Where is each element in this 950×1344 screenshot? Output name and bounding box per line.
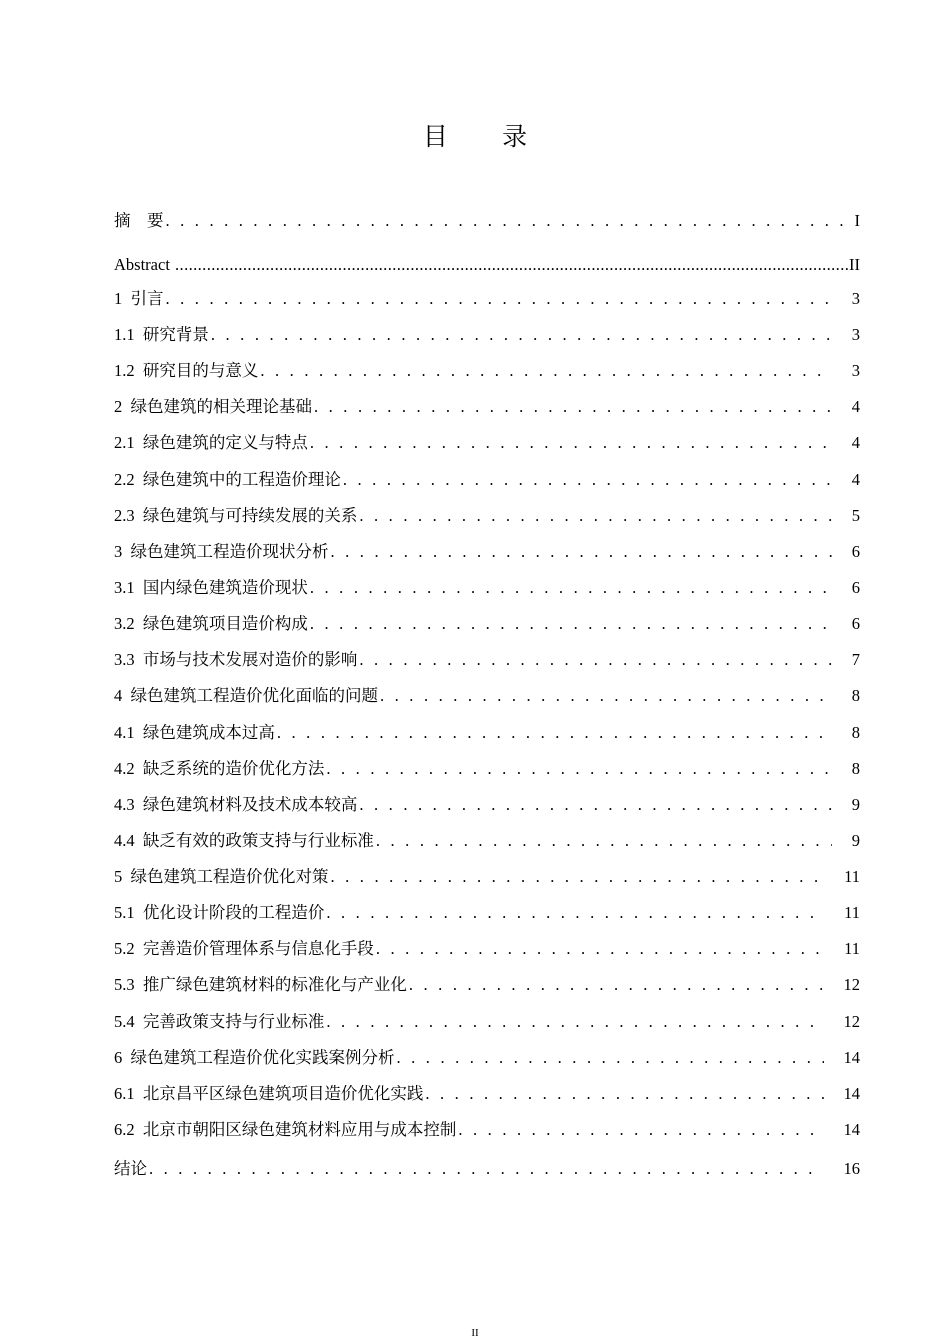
dot-leader <box>376 828 832 854</box>
toc-entry-label: 5.2 完善造价管理体系与信息化手段 <box>114 939 374 958</box>
dot-leader <box>326 1009 824 1035</box>
toc-entry-2-2[interactable] <box>114 467 860 493</box>
toc-entry-page: 16 <box>843 1159 860 1178</box>
toc-entry-page: 8 <box>851 759 860 778</box>
dot-leader <box>359 503 832 529</box>
toc-entry-6-1[interactable] <box>114 1081 860 1107</box>
toc-entry-label: 6.1 北京昌平区绿色建筑项目造价优化实践 <box>114 1084 424 1103</box>
toc-entry-5-3[interactable] <box>114 972 860 998</box>
toc-entry-5-1[interactable] <box>114 900 860 926</box>
page-number: II <box>471 1327 479 1339</box>
toc-entry-4-3[interactable] <box>114 792 860 818</box>
dot-leader <box>149 1156 824 1182</box>
dot-leader <box>425 1081 824 1107</box>
toc-title: 目 录 <box>422 124 552 151</box>
toc-entry-6[interactable] <box>114 1045 860 1071</box>
toc-entry-label: 2.3 绿色建筑与可持续发展的关系 <box>114 506 358 525</box>
dot-leader <box>314 394 832 420</box>
dot-leader <box>458 1117 824 1143</box>
toc-entry-abstract-en[interactable] <box>114 252 860 278</box>
toc-entry-page: 11 <box>844 903 860 922</box>
dot-leader <box>326 900 824 926</box>
dot-leader <box>310 575 832 601</box>
toc-entry-label: 6.2 北京市朝阳区绿色建筑材料应用与成本控制 <box>114 1120 457 1139</box>
toc-entry-conclusion[interactable] <box>114 1156 860 1182</box>
toc-entry-5-4[interactable] <box>114 1009 860 1035</box>
toc-entry-label: 2.2 绿色建筑中的工程造价理论 <box>114 470 341 489</box>
toc-entry-5[interactable] <box>114 864 860 890</box>
dot-leader <box>343 467 832 493</box>
toc-entry-4-2[interactable] <box>114 756 860 782</box>
toc-entry-page: 7 <box>851 650 860 669</box>
toc-entry-2[interactable] <box>114 394 860 420</box>
dot-leader <box>310 430 832 456</box>
toc-entry-label: 4.3 绿色建筑材料及技术成本较高 <box>114 795 358 814</box>
toc-entry-4-1[interactable] <box>114 720 860 746</box>
toc-entry-3-2[interactable] <box>114 611 860 637</box>
toc-entry-page: 8 <box>851 723 860 742</box>
dot-leader <box>326 756 832 782</box>
toc-entry-2-3[interactable] <box>114 503 860 529</box>
toc-entry-page: 5 <box>851 506 860 525</box>
toc-entry-page: 12 <box>843 975 860 994</box>
toc-entry-3-1[interactable] <box>114 575 860 601</box>
toc-entry-label: Abstract <box>114 255 175 274</box>
toc-entry-label: 6 绿色建筑工程造价优化实践案例分析 <box>114 1048 395 1067</box>
toc-entry-label: 5.4 完善政策支持与行业标准 <box>114 1012 325 1031</box>
dot-leader <box>310 611 832 637</box>
toc-entry-1-1[interactable] <box>114 322 860 348</box>
toc-entry-label: 5 绿色建筑工程造价优化对策 <box>114 867 329 886</box>
dot-leader <box>397 1045 825 1071</box>
toc-entry-label: 4 绿色建筑工程造价优化面临的问题 <box>114 686 378 705</box>
toc-entry-label: 3.1 国内绿色建筑造价现状 <box>114 578 308 597</box>
toc-entry-page: I <box>854 211 860 230</box>
dot-leader <box>277 720 832 746</box>
dot-leader <box>260 358 832 384</box>
toc-entry-page: 9 <box>851 795 860 814</box>
dot-leader <box>175 252 848 278</box>
toc-entry-page: 3 <box>851 361 860 380</box>
toc-entry-3-3[interactable] <box>114 647 860 673</box>
toc-entry-page: 6 <box>851 614 860 633</box>
toc-entry-page: 11 <box>844 867 860 886</box>
dot-leader <box>331 864 825 890</box>
toc-entry-label: 5.1 优化设计阶段的工程造价 <box>114 903 325 922</box>
dot-leader <box>166 208 853 234</box>
toc-entry-label: 1.1 研究背景 <box>114 325 209 344</box>
toc-entry-label: 2 绿色建筑的相关理论基础 <box>114 397 312 416</box>
dot-leader <box>376 936 824 962</box>
dot-leader <box>331 539 833 565</box>
toc-entry-page: 14 <box>843 1048 860 1067</box>
toc-entry-page: 4 <box>851 433 860 452</box>
toc-entry-1-2[interactable] <box>114 358 860 384</box>
dot-leader <box>166 286 833 312</box>
dot-leader <box>359 792 832 818</box>
dot-leader <box>211 322 832 348</box>
toc-entry-label: 结论 <box>114 1159 147 1178</box>
toc-entry-page: 3 <box>851 289 860 308</box>
toc-entry-page: 12 <box>843 1012 860 1031</box>
toc-entry-page: 14 <box>843 1120 860 1139</box>
toc-entry-label: 4.4 缺乏有效的政策支持与行业标准 <box>114 831 374 850</box>
toc-entry-label: 3.2 绿色建筑项目造价构成 <box>114 614 308 633</box>
toc-entry-page: 6 <box>851 578 860 597</box>
toc-entry-label: 3 绿色建筑工程造价现状分析 <box>114 542 329 561</box>
toc-entry-page: 9 <box>851 831 860 850</box>
dot-leader <box>380 683 832 709</box>
toc-entry-label: 摘 要 <box>114 211 164 230</box>
toc-entry-4[interactable] <box>114 683 860 709</box>
toc-entry-label: 4.1 绿色建筑成本过高 <box>114 723 275 742</box>
toc-entry-label: 1 引言 <box>114 289 164 308</box>
toc-entry-2-1[interactable] <box>114 430 860 456</box>
toc-entry-page: 3 <box>851 325 860 344</box>
toc-entry-label: 3.3 市场与技术发展对造价的影响 <box>114 650 358 669</box>
toc-entry-abstract-cn[interactable] <box>114 208 860 234</box>
toc-entry-label: 5.3 推广绿色建筑材料的标准化与产业化 <box>114 975 407 994</box>
toc-entry-page: 8 <box>851 686 860 705</box>
dot-leader <box>409 972 824 998</box>
toc-entry-4-4[interactable] <box>114 828 860 854</box>
toc-entry-page: 4 <box>851 470 860 489</box>
toc-entry-label: 2.1 绿色建筑的定义与特点 <box>114 433 308 452</box>
dot-leader <box>359 647 832 673</box>
toc-entry-page: 4 <box>851 397 860 416</box>
toc-entry-page: 6 <box>851 542 860 561</box>
toc-entry-3[interactable] <box>114 539 860 565</box>
toc-entry-label: 1.2 研究目的与意义 <box>114 361 259 380</box>
toc-entry-label: 4.2 缺乏系统的造价优化方法 <box>114 759 325 778</box>
toc-entry-page: 14 <box>843 1084 860 1103</box>
toc-entry-page: II <box>849 255 860 274</box>
toc-entry-5-2[interactable] <box>114 936 860 962</box>
toc-entry-1[interactable] <box>114 286 860 312</box>
toc-entry-6-2[interactable] <box>114 1117 860 1143</box>
toc-entry-page: 11 <box>844 939 860 958</box>
